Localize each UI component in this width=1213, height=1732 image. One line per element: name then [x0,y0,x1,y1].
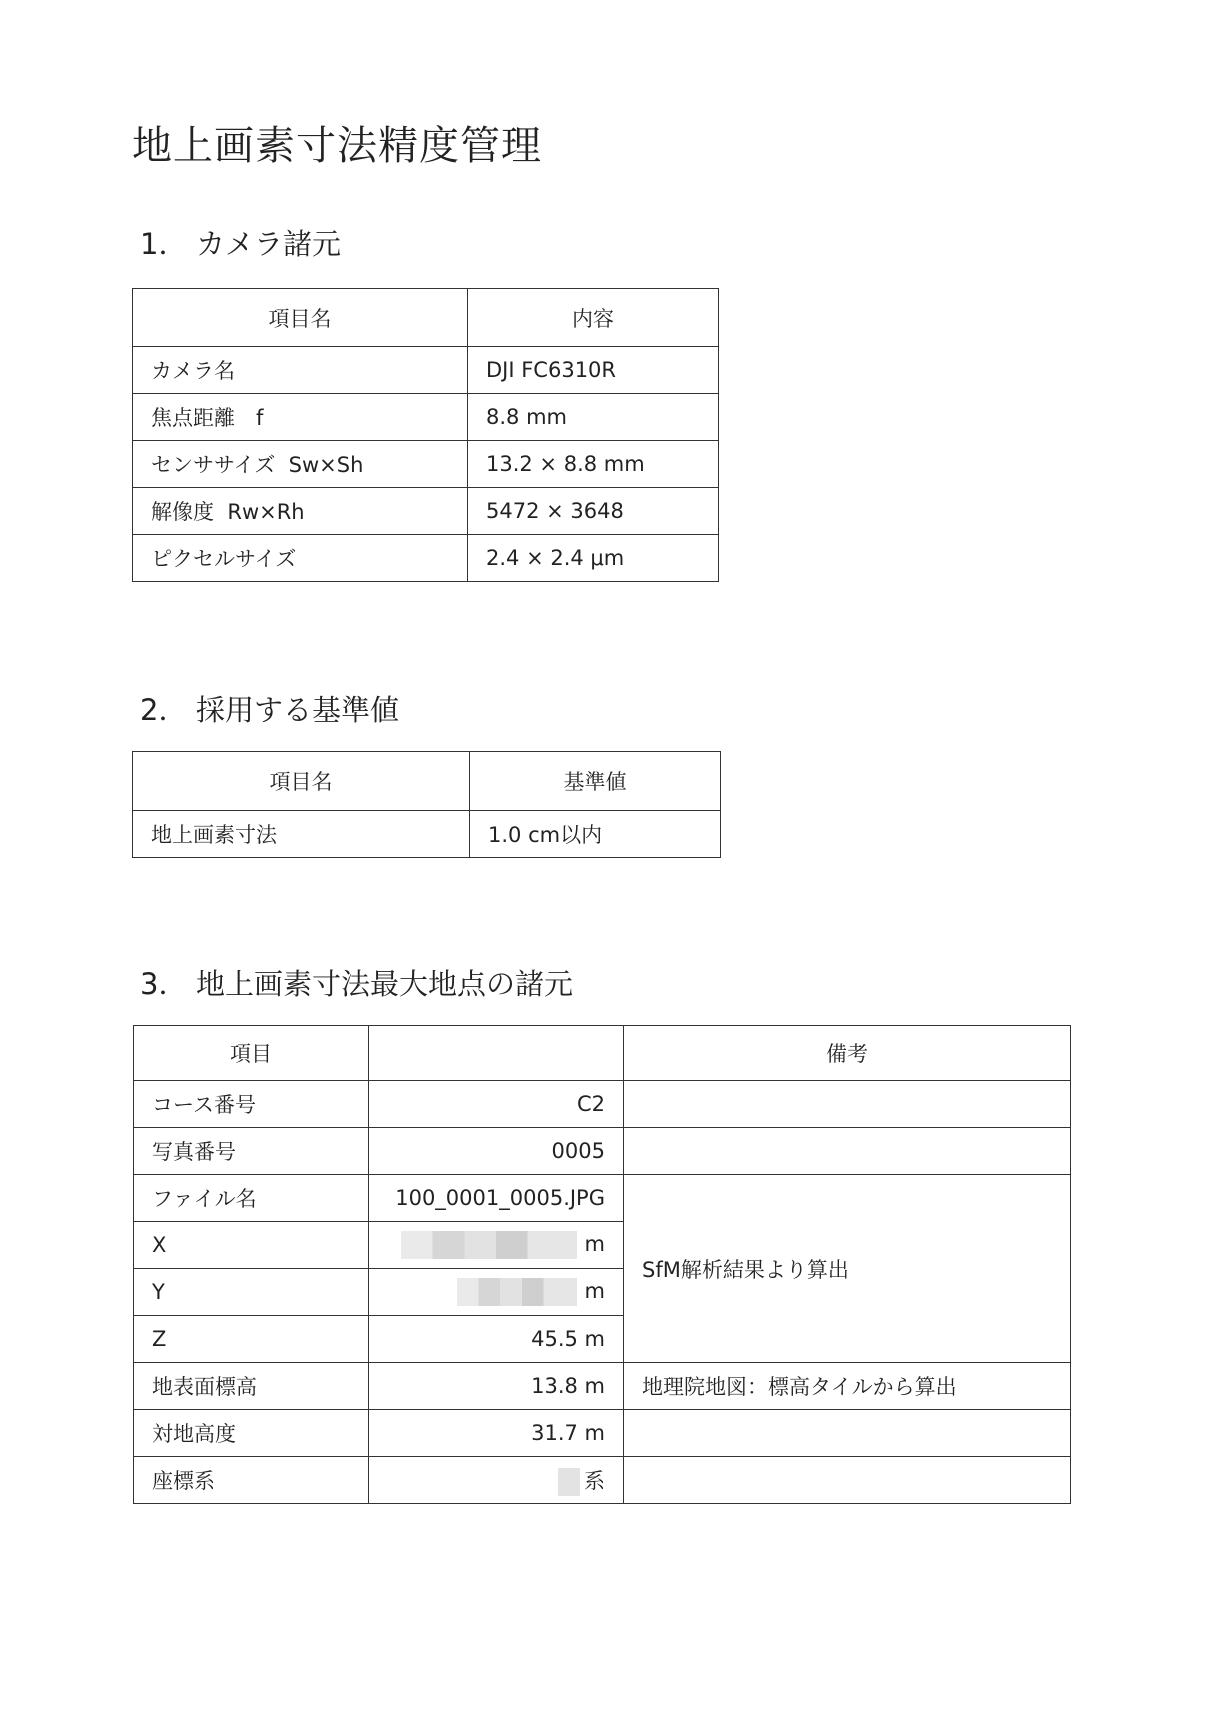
section-1-heading [140,222,341,263]
row-label: 地上画素寸法 [133,811,470,858]
row-value: 2.4 × 2.4 μm [468,535,719,582]
row-value: 13.2 × 8.8 mm [468,441,719,488]
table-header-row [133,289,719,347]
section-3-number: 3． [140,967,188,1001]
table-row [134,1128,1071,1175]
section-3-title: 地上画素寸法最大地点の諸元 [196,967,574,1001]
max-gsd-point-table [133,1025,1071,1504]
header-value [369,1026,624,1081]
row-value: 0005 [369,1128,624,1175]
unit-m: m [584,1279,605,1303]
table-header-row [133,752,721,811]
camera-spec-table [132,288,719,582]
header-remarks: 備考 [624,1026,1071,1081]
row-label: コース番号 [134,1081,369,1128]
unit-m: m [584,1232,605,1256]
header-content: 内容 [468,289,719,347]
row-label: Y [134,1269,369,1316]
redacted-value [457,1278,577,1306]
table-row [134,1363,1071,1410]
row-value: 100_0001_0005.JPG [369,1175,624,1222]
header-item-name: 項目名 [133,289,468,347]
table-row [133,488,719,535]
table-row [134,1081,1071,1128]
section-3-heading [140,962,573,1003]
table-row [134,1175,1071,1222]
header-reference-value: 基準値 [470,752,721,811]
row-label: 焦点距離 f [133,394,468,441]
row-value-coordinate-system [369,1457,624,1504]
header-item: 項目 [134,1026,369,1081]
row-value-y [369,1269,624,1316]
row-remark [624,1410,1071,1457]
table-row [133,441,719,488]
row-value: DJI FC6310R [468,347,719,394]
section-1-number: 1． [140,227,188,261]
row-label: Z [134,1316,369,1363]
row-label: 写真番号 [134,1128,369,1175]
row-value: C2 [369,1081,624,1128]
table-row [133,394,719,441]
row-remark [624,1457,1071,1504]
table-row [134,1410,1071,1457]
row-label: センササイズ Sw×Sh [133,441,468,488]
row-label: 解像度 Rw×Rh [133,488,468,535]
table-header-row [134,1026,1071,1081]
row-value: 5472 × 3648 [468,488,719,535]
page-title: 地上画素寸法精度管理 [132,123,542,169]
table-row [134,1457,1071,1504]
row-label: 座標系 [134,1457,369,1504]
redacted-value [401,1231,577,1259]
row-label: ファイル名 [134,1175,369,1222]
remark-sfm: SfM解析結果より算出 [624,1175,1071,1363]
section-2-heading [140,688,399,729]
row-label: 地表面標高 [134,1363,369,1410]
row-value: 8.8 mm [468,394,719,441]
row-label: カメラ名 [133,347,468,394]
header-item-name: 項目名 [133,752,470,811]
table-row [133,811,721,858]
row-value: 13.8 m [369,1363,624,1410]
row-remark [624,1081,1071,1128]
section-2-number: 2． [140,693,188,727]
row-remark [624,1128,1071,1175]
unit-system: 系 [584,1468,605,1493]
row-value: 1.0 cm以内 [470,811,721,858]
row-label: X [134,1222,369,1269]
section-2-title: 採用する基準値 [196,693,400,727]
row-label: ピクセルサイズ [133,535,468,582]
reference-value-table [132,751,721,858]
table-row [133,535,719,582]
table-row [133,347,719,394]
section-1-title: カメラ諸元 [196,227,342,261]
row-value-x [369,1222,624,1269]
remark-elevation: 地理院地図：標高タイルから算出 [624,1363,1071,1410]
row-value: 31.7 m [369,1410,624,1457]
redacted-value [558,1468,580,1496]
row-label: 対地高度 [134,1410,369,1457]
row-value: 45.5 m [369,1316,624,1363]
